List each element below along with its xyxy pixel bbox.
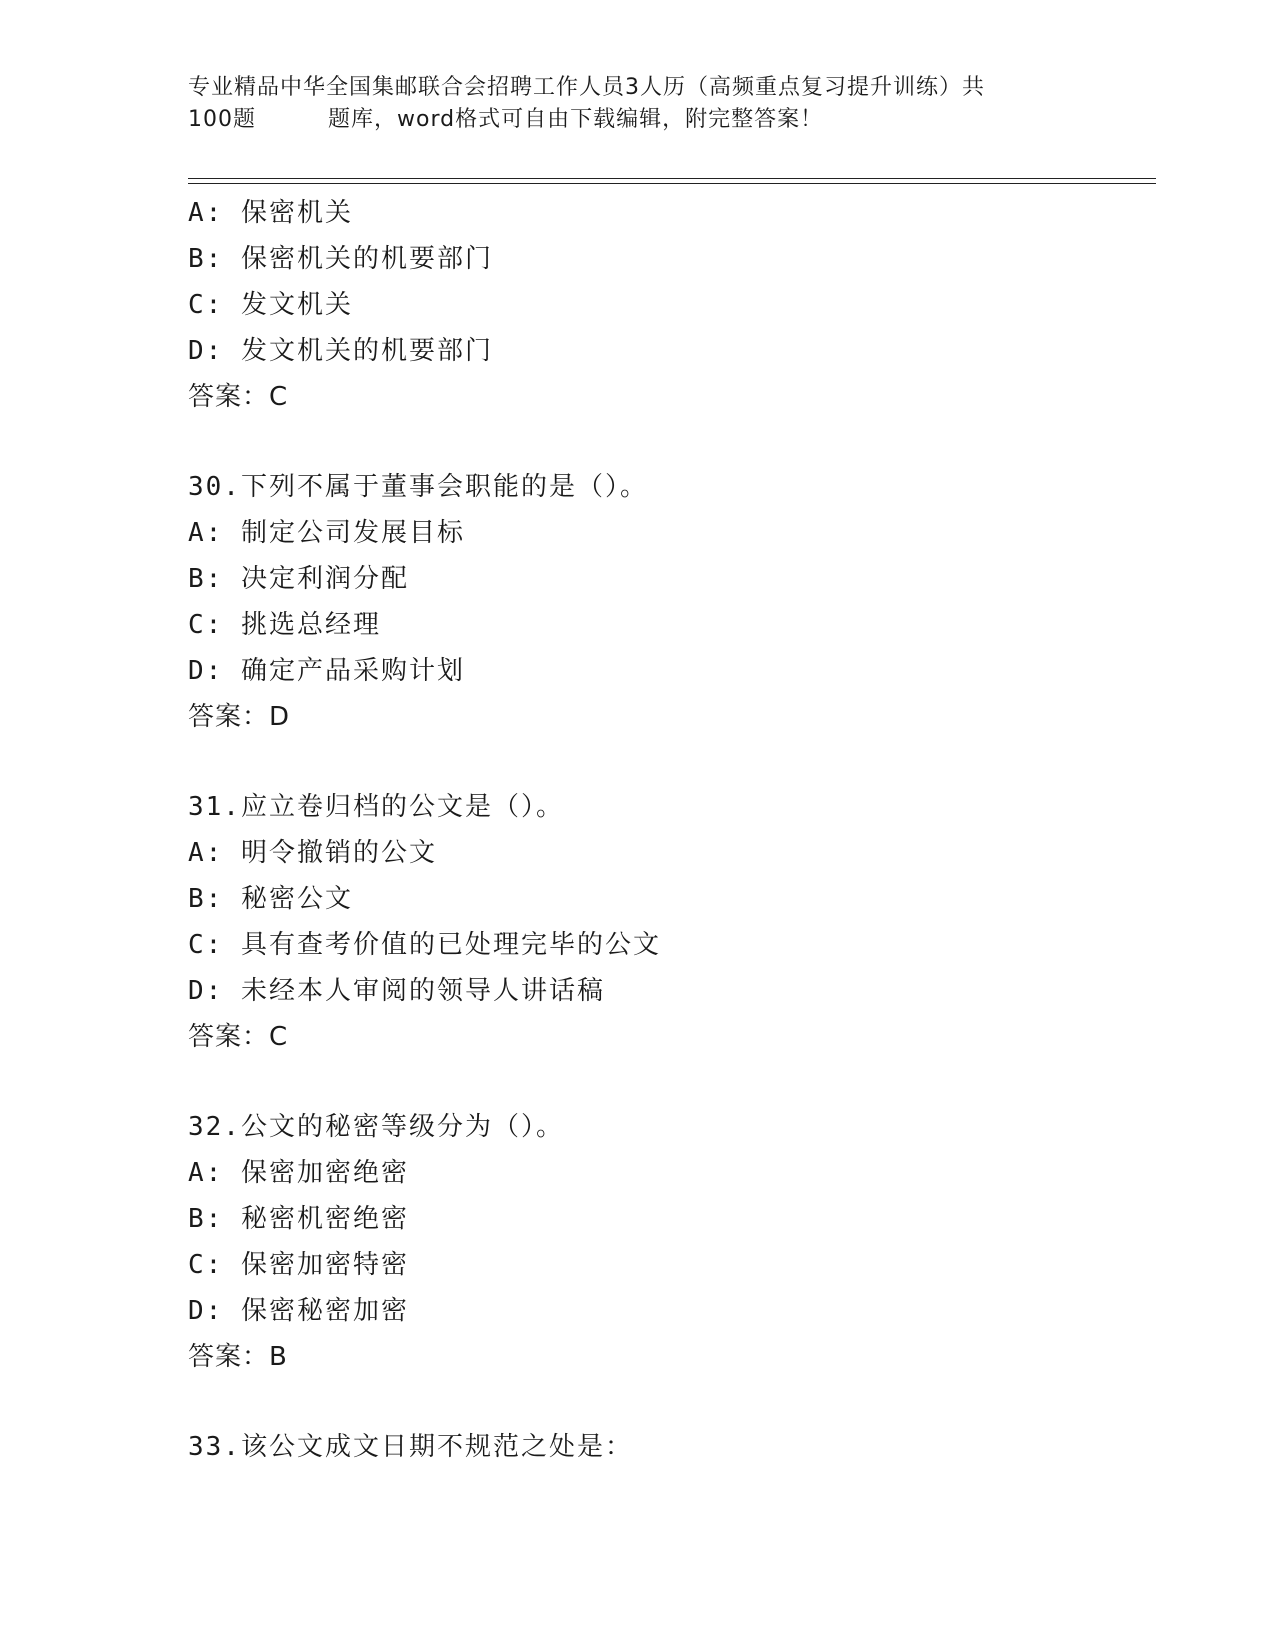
question-stem: 30.下列不属于董事会职能的是（）。 [188, 472, 648, 502]
option-c: C: 保密加密特密 [188, 1250, 409, 1280]
answer-line: 答案：C [188, 382, 289, 412]
option-d: D: 未经本人审阅的领导人讲话稿 [188, 976, 605, 1006]
header-description: 题库，word格式可自由下载编辑，附完整答案！ [328, 107, 824, 132]
option-a: A: 制定公司发展目标 [188, 518, 465, 548]
option-d: D: 保密秘密加密 [188, 1296, 409, 1326]
option-b: B: 秘密公文 [188, 884, 353, 914]
option-a: A: 保密加密绝密 [188, 1158, 409, 1188]
question-block-32 [188, 1104, 1148, 1380]
option-c: C: 具有查考价值的已处理完毕的公文 [188, 930, 661, 960]
header-rule-top [188, 178, 1156, 179]
question-stem: 32.公文的秘密等级分为（）。 [188, 1112, 564, 1142]
question-block-33 [188, 1424, 1148, 1470]
question-stem: 33.该公文成文日期不规范之处是： [188, 1432, 633, 1462]
option-c: C: 发文机关 [188, 290, 353, 320]
option-b: B: 决定利润分配 [188, 564, 409, 594]
document-header [188, 72, 1088, 136]
partial-question-block [188, 190, 1148, 420]
header-line-1: 专业精品中华全国集邮联合会招聘工作人员3人历（高频重点复习提升训练）共 [188, 75, 985, 100]
question-stem: 31.应立卷归档的公文是（）。 [188, 792, 564, 822]
question-block-30 [188, 464, 1148, 740]
option-d: D: 发文机关的机要部门 [188, 336, 493, 366]
option-a: A: 保密机关 [188, 198, 353, 228]
question-block-31 [188, 784, 1148, 1060]
header-count: 100题 [188, 107, 256, 132]
option-c: C: 挑选总经理 [188, 610, 381, 640]
answer-line: 答案：C [188, 1022, 289, 1052]
answer-line: 答案：B [188, 1342, 288, 1372]
answer-line: 答案：D [188, 702, 291, 732]
option-b: B: 保密机关的机要部门 [188, 244, 493, 274]
header-rule-bottom [188, 183, 1156, 184]
option-a: A: 明令撤销的公文 [188, 838, 437, 868]
header-line-2 [188, 104, 1088, 136]
question-content [188, 190, 1148, 1470]
option-d: D: 确定产品采购计划 [188, 656, 465, 686]
option-b: B: 秘密机密绝密 [188, 1204, 409, 1234]
